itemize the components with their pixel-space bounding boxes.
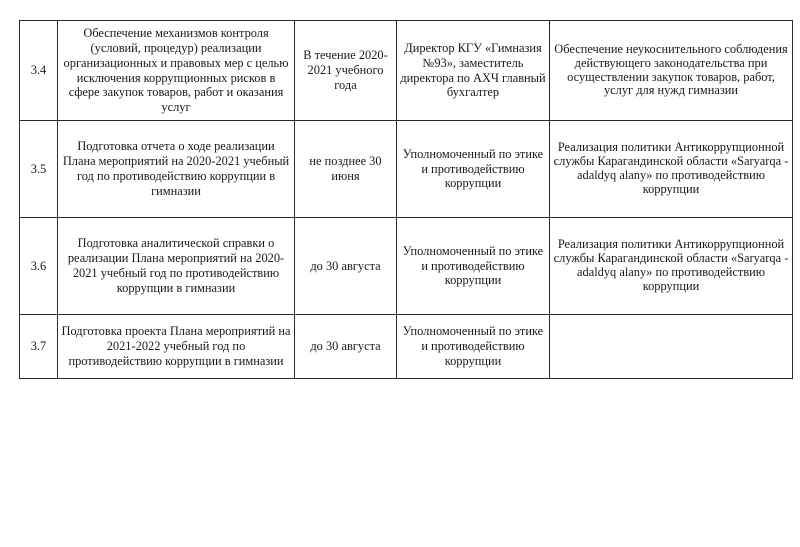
- row-number: 3.5: [20, 121, 58, 218]
- activity-cell: Подготовка проекта Плана мероприятий на 2021-2022 учебный год по противодействию коррупции в гимназии: [58, 315, 295, 379]
- activity-cell: Обеспечение механизмов контроля (условий, процедур) реализации организационных и правовых мер с целью исключения коррупционных рисков в сфере закупок товаров, работ и оказания услуг: [58, 21, 295, 121]
- term-cell: В течение 2020-2021 учебного года: [295, 21, 397, 121]
- result-cell: [550, 315, 793, 379]
- table-row: [20, 21, 793, 121]
- result-cell: Реализация политики Антикоррупционной службы Карагандинской области «Saryarqa - adaldyq alany» по противодействию коррупции: [550, 218, 793, 315]
- table-row: [20, 315, 793, 379]
- action-plan-table: [19, 20, 793, 379]
- row-number: 3.7: [20, 315, 58, 379]
- term-cell: не позднее 30 июня: [295, 121, 397, 218]
- responsible-cell: Уполномоченный по этике и противодействию коррупции: [397, 121, 550, 218]
- term-cell: до 30 августа: [295, 218, 397, 315]
- row-number: 3.6: [20, 218, 58, 315]
- term-cell: до 30 августа: [295, 315, 397, 379]
- table-row: [20, 121, 793, 218]
- result-cell: Реализация политики Антикоррупционной службы Карагандинской области «Saryarqa - adaldyq alany» по противодействию коррупции: [550, 121, 793, 218]
- responsible-cell: Уполномоченный по этике и противодействию коррупции: [397, 315, 550, 379]
- activity-cell: Подготовка аналитической справки о реализации Плана мероприятий на 2020-2021 учебный год по противодействию коррупции в гимназии: [58, 218, 295, 315]
- activity-cell: Подготовка отчета о ходе реализации Плана мероприятий на 2020-2021 учебный год по противодействию коррупции в гимназии: [58, 121, 295, 218]
- result-cell: Обеспечение неукоснительного соблюдения действующего законодательства при осуществлении закупок товаров, работ, услуг для нужд гимназии: [550, 21, 793, 121]
- responsible-cell: Директор КГУ «Гимназия №93», заместитель директора по АХЧ главный бухгалтер: [397, 21, 550, 121]
- table-row: [20, 218, 793, 315]
- responsible-cell: Уполномоченный по этике и противодействию коррупции: [397, 218, 550, 315]
- row-number: 3.4: [20, 21, 58, 121]
